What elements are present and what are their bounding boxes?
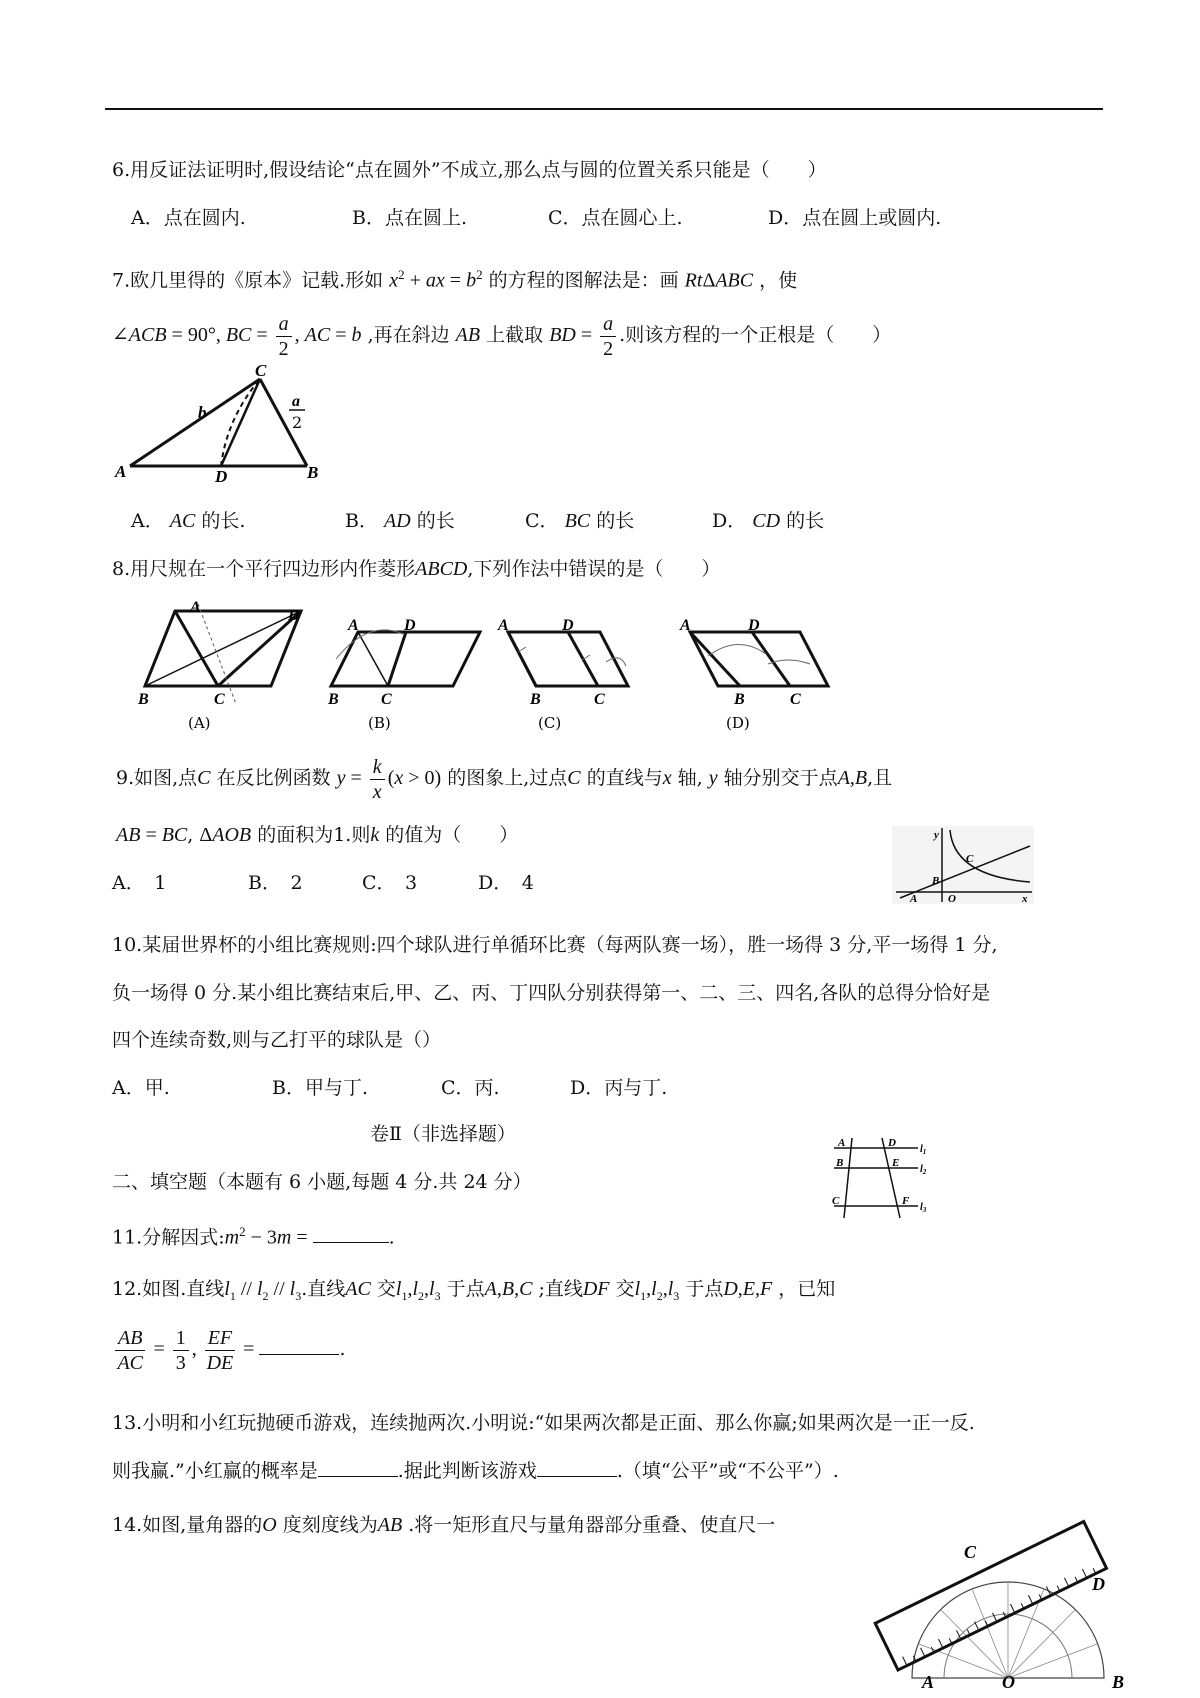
svg-text:D: D — [888, 1137, 896, 1149]
svg-text:y: y — [934, 829, 939, 841]
svg-text:F: F — [902, 1195, 910, 1207]
q13-probability-blank[interactable] — [318, 1458, 398, 1477]
svg-text:C: C — [964, 1542, 977, 1562]
section-title: 卷Ⅱ（非选择题） — [370, 1123, 516, 1145]
q10-option-c: C．丙. — [441, 1077, 500, 1099]
svg-text:C: C — [255, 361, 267, 380]
q10-option-a: A．甲. — [112, 1077, 170, 1099]
q9-option-d: D． 4 — [478, 872, 534, 894]
q6-option-b: B．点在圆上. — [352, 207, 468, 229]
q9-line2: AB = BC, ΔAOB 的面积为1.则k 的值为（ ） — [116, 824, 519, 846]
q7-line1: 7.欧几里得的《原本》记载.形如 $x^2$ + ax = $b^2$ 的方程的图解法是：画 RtΔABC ，使 — [112, 267, 798, 292]
svg-text:a: a — [292, 393, 300, 410]
q8-figure-d — [679, 617, 828, 732]
q12-line2: $\frac{AB}{AC}$ = $\frac{1}{3}$ , $\frac{EF}{DE}$ = . — [112, 1324, 345, 1378]
q9-option-c: C． 3 — [362, 872, 418, 894]
svg-text:(A): (A) — [188, 714, 211, 732]
svg-text:A: A — [922, 1672, 935, 1692]
svg-text:O: O — [948, 893, 956, 905]
svg-text:B: B — [932, 875, 940, 887]
svg-text:C: C — [966, 853, 974, 865]
q10-line2: 负一场得 0 分.某小组比赛结束后,甲、乙、丙、丁四队分别获得第一、二、三、四名,各队的总得分恰好是 — [112, 982, 991, 1004]
svg-text:E: E — [892, 1157, 900, 1169]
svg-text:A: A — [910, 893, 918, 905]
svg-text:A: A — [115, 462, 127, 481]
svg-text:l1: $l_1$ — [920, 1144, 927, 1156]
svg-text:(C): (C) — [538, 714, 562, 732]
svg-text:D: D — [1092, 1574, 1105, 1594]
q10-line3: 四个连续奇数,则与乙打平的球队是（） — [112, 1029, 442, 1051]
svg-text:D: D — [215, 467, 228, 486]
svg-text:O: O — [1002, 1672, 1015, 1692]
q9-graph-figure — [892, 826, 1034, 904]
q10-option-d: D．丙与丁. — [570, 1077, 668, 1099]
q7-option-c: C． BC 的长 — [525, 510, 635, 532]
q13-line1: 13.小明和小红玩抛硬币游戏，连续抛两次.小明说:“如果两次都是正面、那么你赢;如果两次是一正一反. — [112, 1412, 975, 1434]
q9-option-b: B． 2 — [248, 872, 303, 894]
svg-text:D: D — [404, 617, 416, 634]
q10-line1: 10.某届世界杯的小组比赛规则:四个球队进行单循环比赛（每两队赛一场），胜一场得 3 分,平一场得 1 分, — [112, 934, 998, 956]
svg-text:l3: $l_3$ — [920, 1202, 927, 1214]
q10-option-b: B．甲与丁. — [272, 1077, 369, 1099]
svg-text:B: B — [328, 691, 339, 708]
svg-text:C: C — [594, 691, 605, 708]
svg-text:D: D — [562, 617, 574, 634]
q8-figure-a — [137, 599, 301, 732]
q12-answer-blank[interactable] — [259, 1336, 339, 1355]
svg-text:D: D — [288, 607, 300, 624]
q11-answer-blank[interactable] — [313, 1224, 389, 1243]
svg-text:l2: $l_2$ — [920, 1164, 927, 1176]
q7-option-b: B． AD 的长 — [345, 510, 455, 532]
svg-text:B: B — [1112, 1672, 1125, 1692]
q8-figure-b — [327, 617, 480, 732]
svg-text:B: B — [734, 691, 745, 708]
q7-triangle-figure — [115, 361, 319, 486]
svg-text:D: D — [748, 617, 760, 634]
q8-figure-c — [497, 617, 628, 732]
q12-parallel-lines-figure — [832, 1134, 942, 1220]
q7-line2: ∠ACB = 90°, BC = $\frac{a}{2}$ , AC = b ,再在斜边 AB 上截取 BD = $\frac{a}{2}$ .则该方程的一个正根是（ ） — [112, 312, 892, 360]
svg-text:B: B — [138, 691, 149, 708]
q9-line1: 9.如图,点C 在反比例函数 y = $\frac{k}{x}$ (x > 0) 的图象上,过点C 的直线与x 轴, y 轴分别交于点A,B,且 — [116, 755, 893, 803]
svg-text:B: B — [836, 1157, 844, 1169]
svg-text:b: b — [198, 403, 207, 422]
q14-protractor-ruler-figure — [892, 1500, 1132, 1690]
svg-text:(D): (D) — [726, 714, 750, 732]
svg-text:C: C — [214, 691, 225, 708]
svg-text:B: B — [307, 463, 319, 482]
q6-stem: 6.用反证法证明时,假设结论“点在圆外”不成立,那么点与圆的位置关系只能是（ ） — [112, 159, 827, 181]
q7-option-d: D． CD 的长 — [712, 510, 825, 532]
q13-fairness-blank[interactable] — [537, 1458, 617, 1477]
svg-text:B: B — [530, 691, 541, 708]
q8-figures — [138, 599, 878, 734]
q11-line: 11.分解因式$:m^2 - 3m$ = . — [112, 1224, 395, 1249]
q6-option-c: C．点在圆心上. — [548, 207, 683, 229]
q12-line1: 12.如图.直线$l_1 // l_2 // l_3$.直线AC 交$l_1,l_2,l_3$ 于点A,B,C ;直线DF 交$l_1,l_2,l_3$ 于点D,E,F ，已知 — [112, 1278, 836, 1303]
q8-stem: 8.用尺规在一个平行四边形内作菱形ABCD,下列作法中错误的是（ ） — [112, 558, 721, 580]
q7-option-a: A． AC 的长. — [131, 510, 246, 532]
svg-text:C: C — [832, 1195, 840, 1207]
q9-option-a: A． 1 — [112, 872, 167, 894]
svg-text:(B): (B) — [368, 714, 391, 732]
svg-text:A: A — [348, 617, 359, 634]
q14-line1: 14.如图,量角器的O 度刻度线为AB .将一矩形直尺与量角器部分重叠、使直尺一 — [112, 1514, 776, 1536]
header-rule — [105, 108, 1103, 110]
svg-text:A: A — [190, 599, 201, 616]
svg-text:C: C — [790, 691, 801, 708]
svg-text:C: C — [381, 691, 392, 708]
svg-text:x: x — [1022, 893, 1028, 905]
q6-option-a: A．点在圆内. — [131, 207, 246, 229]
section-heading: 二、填空题（本题有 6 小题,每题 4 分.共 24 分） — [112, 1171, 532, 1193]
q13-line2: 则我赢.”小红赢的概率是 .据此判断该游戏 .（填“公平”或“不公平”）. — [112, 1460, 839, 1482]
svg-text:A: A — [838, 1137, 846, 1149]
svg-text:A: A — [498, 617, 509, 634]
svg-text:A: A — [680, 617, 691, 634]
svg-text:2: 2 — [292, 413, 303, 432]
q6-option-d: D．点在圆上或圆内. — [768, 207, 942, 229]
